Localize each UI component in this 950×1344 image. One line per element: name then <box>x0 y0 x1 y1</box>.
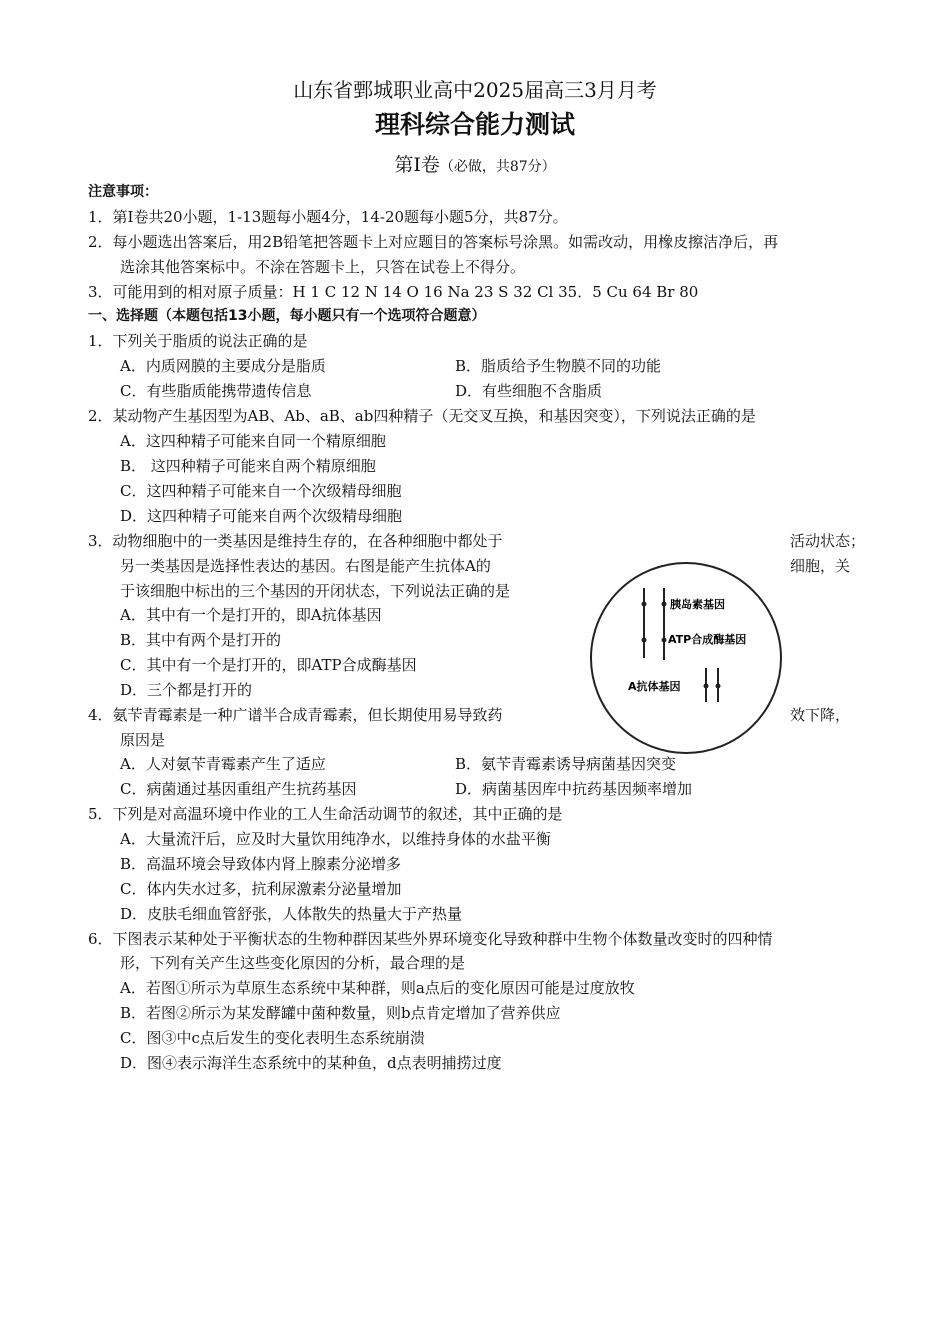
note-item-2-cont: 选涂其他答案标中。不涂在答题卡上，只答在试卷上不得分。 <box>120 258 526 276</box>
q4-option-a: A．人对氨苄青霉素产生了适应 <box>120 755 326 773</box>
q4-option-d: D．病菌基因库中抗药基因频率增加 <box>455 780 693 798</box>
q3-stem-line2: 另一类基因是选择性表达的基因。右图是能产生抗体A的 <box>120 557 491 575</box>
q2-option-b: B． 这四种精子可能来自两个精原细胞 <box>120 457 376 475</box>
insulin-gene-mark-2 <box>662 602 667 607</box>
school-line: 山东省鄄城职业高中2025届高三3月月考 <box>293 78 657 102</box>
q1-option-a: A．内质网膜的主要成分是脂质 <box>120 357 326 375</box>
note-item-1: 1．第Ⅰ卷共20小题，1-13题每小题4分，14-20题每小题5分，共87分。 <box>88 208 568 226</box>
q6-option-d: D．图④表示海洋生态系统中的某种鱼，d点表明捕捞过度 <box>120 1054 502 1072</box>
insulin-gene-mark-1 <box>642 602 647 607</box>
volume-note: （必做，共87分） <box>439 159 556 175</box>
atp-gene-label: ATP合成酶基因 <box>668 633 747 646</box>
q4-stem-line2: 原因是 <box>120 731 166 749</box>
q1-option-c: C．有些脂质能携带遗传信息 <box>120 382 312 400</box>
q1-option-b: B．脂质给予生物膜不同的功能 <box>455 357 662 375</box>
q3-option-c: C．其中有一个是打开的，即ATP合成酶基因 <box>120 656 417 674</box>
q1-stem: 1．下列关于脂质的说法正确的是 <box>88 332 308 350</box>
q6-option-b: B．若图②所示为某发酵罐中菌种数量，则b点肯定增加了营养供应 <box>120 1004 561 1022</box>
note-item-3: 3．可能用到的相对原子质量：H 1 C 12 N 14 O 16 Na 23 S 32 Cl 35．5 Cu 64 Br 80 <box>88 283 699 301</box>
cell-outline <box>591 563 781 753</box>
q4-option-b: B．氨苄青霉素诱导病菌基因突变 <box>455 755 677 773</box>
q5-option-b: B．高温环境会导致体内肾上腺素分泌增多 <box>120 855 402 873</box>
q2-stem: 2．某动物产生基因型为AB、Ab、aB、ab四种精子（无交叉互换，和基因突变），下列说法正确的是 <box>88 407 756 425</box>
q4-option-c: C．病菌通过基因重组产生抗药基因 <box>120 780 357 798</box>
q3-option-b: B．其中有两个是打开的 <box>120 631 282 649</box>
q5-option-d: D．皮肤毛细血管舒张，人体散失的热量大于产热量 <box>120 905 463 923</box>
insulin-gene-label: 胰岛素基因 <box>670 598 725 611</box>
cell-gene-figure <box>588 560 784 756</box>
q3-stem-line1: 3．动物细胞中的一类基因是维持生存的，在各种细胞中都处于 <box>88 532 503 550</box>
notes-heading: 注意事项： <box>88 184 158 200</box>
note-item-2: 2．每小题选出答案后，用2B铅笔把答题卡上对应题目的答案标号涂黑。如需改动，用橡皮擦洁净后，再 <box>88 233 779 251</box>
q2-option-c: C．这四种精子可能来自一个次级精母细胞 <box>120 482 402 500</box>
q6-stem-line1: 6．下图表示某种处于平衡状态的生物种群因某些外界环境变化导致种群中生物个体数量改变时的四种情 <box>88 930 773 948</box>
q3-stem-line3: 于该细胞中标出的三个基因的开闭状态，下列说法正确的是 <box>120 582 511 600</box>
antibody-gene-mark-1 <box>704 684 709 689</box>
volume-line <box>0 155 950 177</box>
q6-option-a: A．若图①所示为草原生态系统中某种群，则a点后的变化原因可能是过度放牧 <box>120 979 635 997</box>
q1-option-d: D．有些细胞不含脂质 <box>455 382 603 400</box>
q6-option-c: C．图③中c点后发生的变化表明生态系统崩溃 <box>120 1029 425 1047</box>
volume-main: 第Ⅰ卷 <box>394 154 440 176</box>
section-heading: 一、选择题（本题包括13小题，每小题只有一个选项符合题意） <box>88 308 486 324</box>
atp-gene-mark-1 <box>642 638 647 643</box>
atp-gene-mark-2 <box>662 638 667 643</box>
cell-diagram <box>588 560 784 756</box>
q5-option-c: C．体内失水过多，抗利尿激素分泌量增加 <box>120 880 402 898</box>
exam-title: 理科综合能力测试 <box>374 110 575 139</box>
q3-stem-line2-right: 细胞，关 <box>790 557 851 575</box>
q2-option-a: A．这四种精子可能来自同一个精原细胞 <box>120 432 386 450</box>
q4-stem-line1: 4．氨苄青霉素是一种广谱半合成青霉素，但长期使用易导致药 <box>88 706 503 724</box>
q4-stem-line1-right: 效下降， <box>790 706 851 724</box>
antibody-gene-label: A抗体基因 <box>628 680 681 693</box>
q6-stem-line2: 形，下列有关产生这些变化原因的分析，最合理的是 <box>120 954 466 972</box>
q5-stem: 5．下列是对高温环境中作业的工人生命活动调节的叙述，其中正确的是 <box>88 805 563 823</box>
q5-option-a: A．大量流汗后，应及时大量饮用纯净水，以维持身体的水盐平衡 <box>120 830 551 848</box>
antibody-gene-mark-2 <box>716 684 721 689</box>
q2-option-d: D．这四种精子可能来自两个次级精母细胞 <box>120 507 403 525</box>
q3-option-a: A．其中有一个是打开的，即A抗体基因 <box>120 606 382 624</box>
q3-stem-line1-right: 活动状态； <box>790 532 866 550</box>
q3-option-d: D．三个都是打开的 <box>120 681 253 699</box>
